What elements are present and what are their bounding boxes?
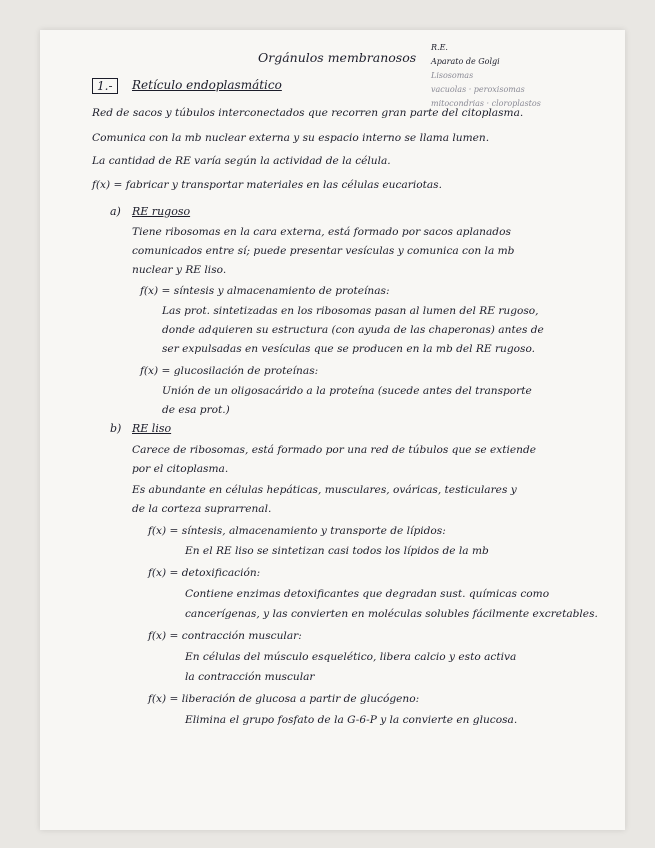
page-title: Orgánulos membranosos — [258, 50, 417, 65]
text-line: ser expulsadas en vesículas que se producen en la mb del RE rugoso. — [162, 343, 536, 355]
subsection-marker: b) — [110, 422, 122, 435]
text-line: comunicados entre sí; puede presentar vesículas y comunica con la mb — [132, 245, 515, 257]
text-line: Las prot. sintetizadas en los ribosomas pasan al lumen del RE rugoso, — [162, 305, 539, 317]
text-line: En células del músculo esquelético, libera calcio y esto activa — [185, 651, 517, 663]
side-note: vacuolas · peroxisomas — [431, 85, 525, 94]
text-line: Tiene ribosomas en la cara externa, está formado por sacos aplanados — [132, 226, 511, 238]
subsection-title: RE rugoso — [132, 205, 191, 218]
text-line: por el citoplasma. — [132, 463, 229, 475]
text-line: cancerígenas, y las convierten en moléculas solubles fácilmente excretables. — [185, 608, 598, 620]
text-line: Comunica con la mb nuclear externa y su espacio interno se llama lumen. — [92, 132, 490, 144]
function-title: f(x) = liberación de glucosa a partir de glucógeno: — [148, 693, 420, 705]
side-note: Lisosomas — [431, 71, 474, 80]
notebook-page — [40, 30, 625, 830]
function-title: f(x) = detoxificación: — [148, 567, 261, 579]
side-note: R.E. — [431, 43, 448, 52]
text-line: la contracción muscular — [185, 671, 315, 683]
text-line: Carece de ribosomas, está formado por una red de túbulos que se extiende — [132, 444, 537, 456]
text-line: Elimina el grupo fosfato de la G-6-P y la convierte en glucosa. — [185, 714, 518, 726]
text-line: Es abundante en células hepáticas, musculares, ováricas, testiculares y — [132, 484, 517, 496]
subsection-marker: a) — [110, 205, 121, 218]
section-title: Retículo endoplasmático — [132, 78, 282, 92]
text-line: donde adquieren su estructura (con ayuda de las chaperonas) antes de — [162, 324, 544, 336]
function-title: f(x) = síntesis y almacenamiento de proteínas: — [140, 285, 390, 297]
text-line: de esa prot.) — [162, 404, 230, 416]
text-line: La cantidad de RE varía según la actividad de la célula. — [92, 155, 391, 167]
function-title: f(x) = glucosilación de proteínas: — [140, 365, 319, 377]
function-title: f(x) = contracción muscular: — [148, 630, 302, 642]
subsection-title: RE liso — [132, 422, 172, 435]
side-note: mitocondrias · cloroplastos — [431, 99, 541, 108]
side-note: Aparato de Golgi — [431, 57, 500, 66]
text-line: Contiene enzimas detoxificantes que degradan sust. químicas como — [185, 588, 550, 600]
section-number: 1.- — [92, 78, 118, 94]
text-line: de la corteza suprarrenal. — [132, 503, 272, 515]
text-line: Unión de un oligosacárido a la proteína (sucede antes del transporte — [162, 385, 532, 397]
function-title: f(x) = síntesis, almacenamiento y transporte de lípidos: — [148, 525, 446, 537]
text-line: nuclear y RE liso. — [132, 264, 227, 276]
text-line: Red de sacos y túbulos interconectados que recorren gran parte del citoplasma. — [92, 107, 524, 119]
text-line: En el RE liso se sintetizan casi todos los lípidos de la mb — [185, 545, 489, 557]
text-line: f(x) = fabricar y transportar materiales en las células eucariotas. — [92, 179, 442, 191]
